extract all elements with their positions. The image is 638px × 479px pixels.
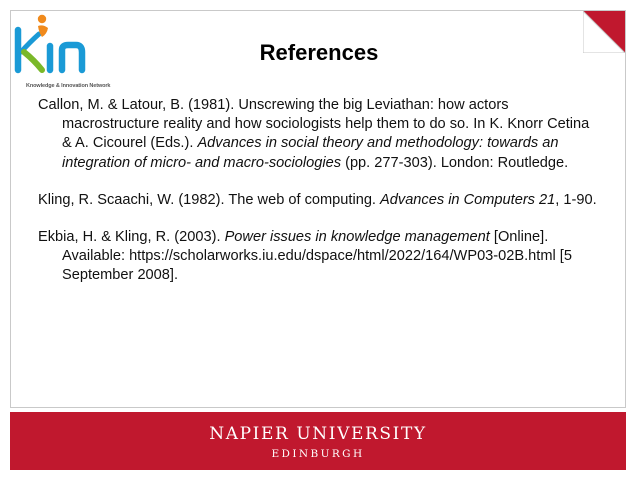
reference-italic-text: Advances in Computers 21 <box>380 191 556 208</box>
reference-item <box>38 96 598 173</box>
reference-item <box>38 228 598 286</box>
reference-list <box>38 96 598 304</box>
reference-italic-text: Advances in social theory and methodology: towards an integration of micro- and macro-sociologies <box>62 135 559 171</box>
reference-text: , 1-90. <box>555 191 597 208</box>
reference-text: (pp. 277-303). London: Routledge. <box>341 154 569 171</box>
reference-italic-text: Power issues in knowledge management <box>224 229 490 246</box>
reference-text: Callon, M. & Latour, B. (1981). Unscrewing the big Leviathan: how actors macrostructure reality and how sociologists help them to do so. In K. Knorr Cetina & A. Cicourel (Eds.). <box>38 97 590 152</box>
page-title: References <box>259 40 379 65</box>
footer-city: EDINBURGH <box>271 448 365 460</box>
reference-item <box>38 191 598 210</box>
footer-banner <box>10 412 626 470</box>
reference-text: Kling, R. Scaachi, W. (1982). The web of computing. <box>38 191 381 208</box>
footer-university-name: NAPIER UNIVERSITY <box>209 424 427 444</box>
reference-text: [Online]. Available: https://scholarworks.iu.edu/dspace/html/2022/164/WP03-02B.html [5 September 2008]. <box>62 229 572 284</box>
logo-tagline: Knowledge & Innovation Network <box>26 83 111 89</box>
reference-text: Ekbia, H. & Kling, R. (2003). <box>38 229 225 246</box>
